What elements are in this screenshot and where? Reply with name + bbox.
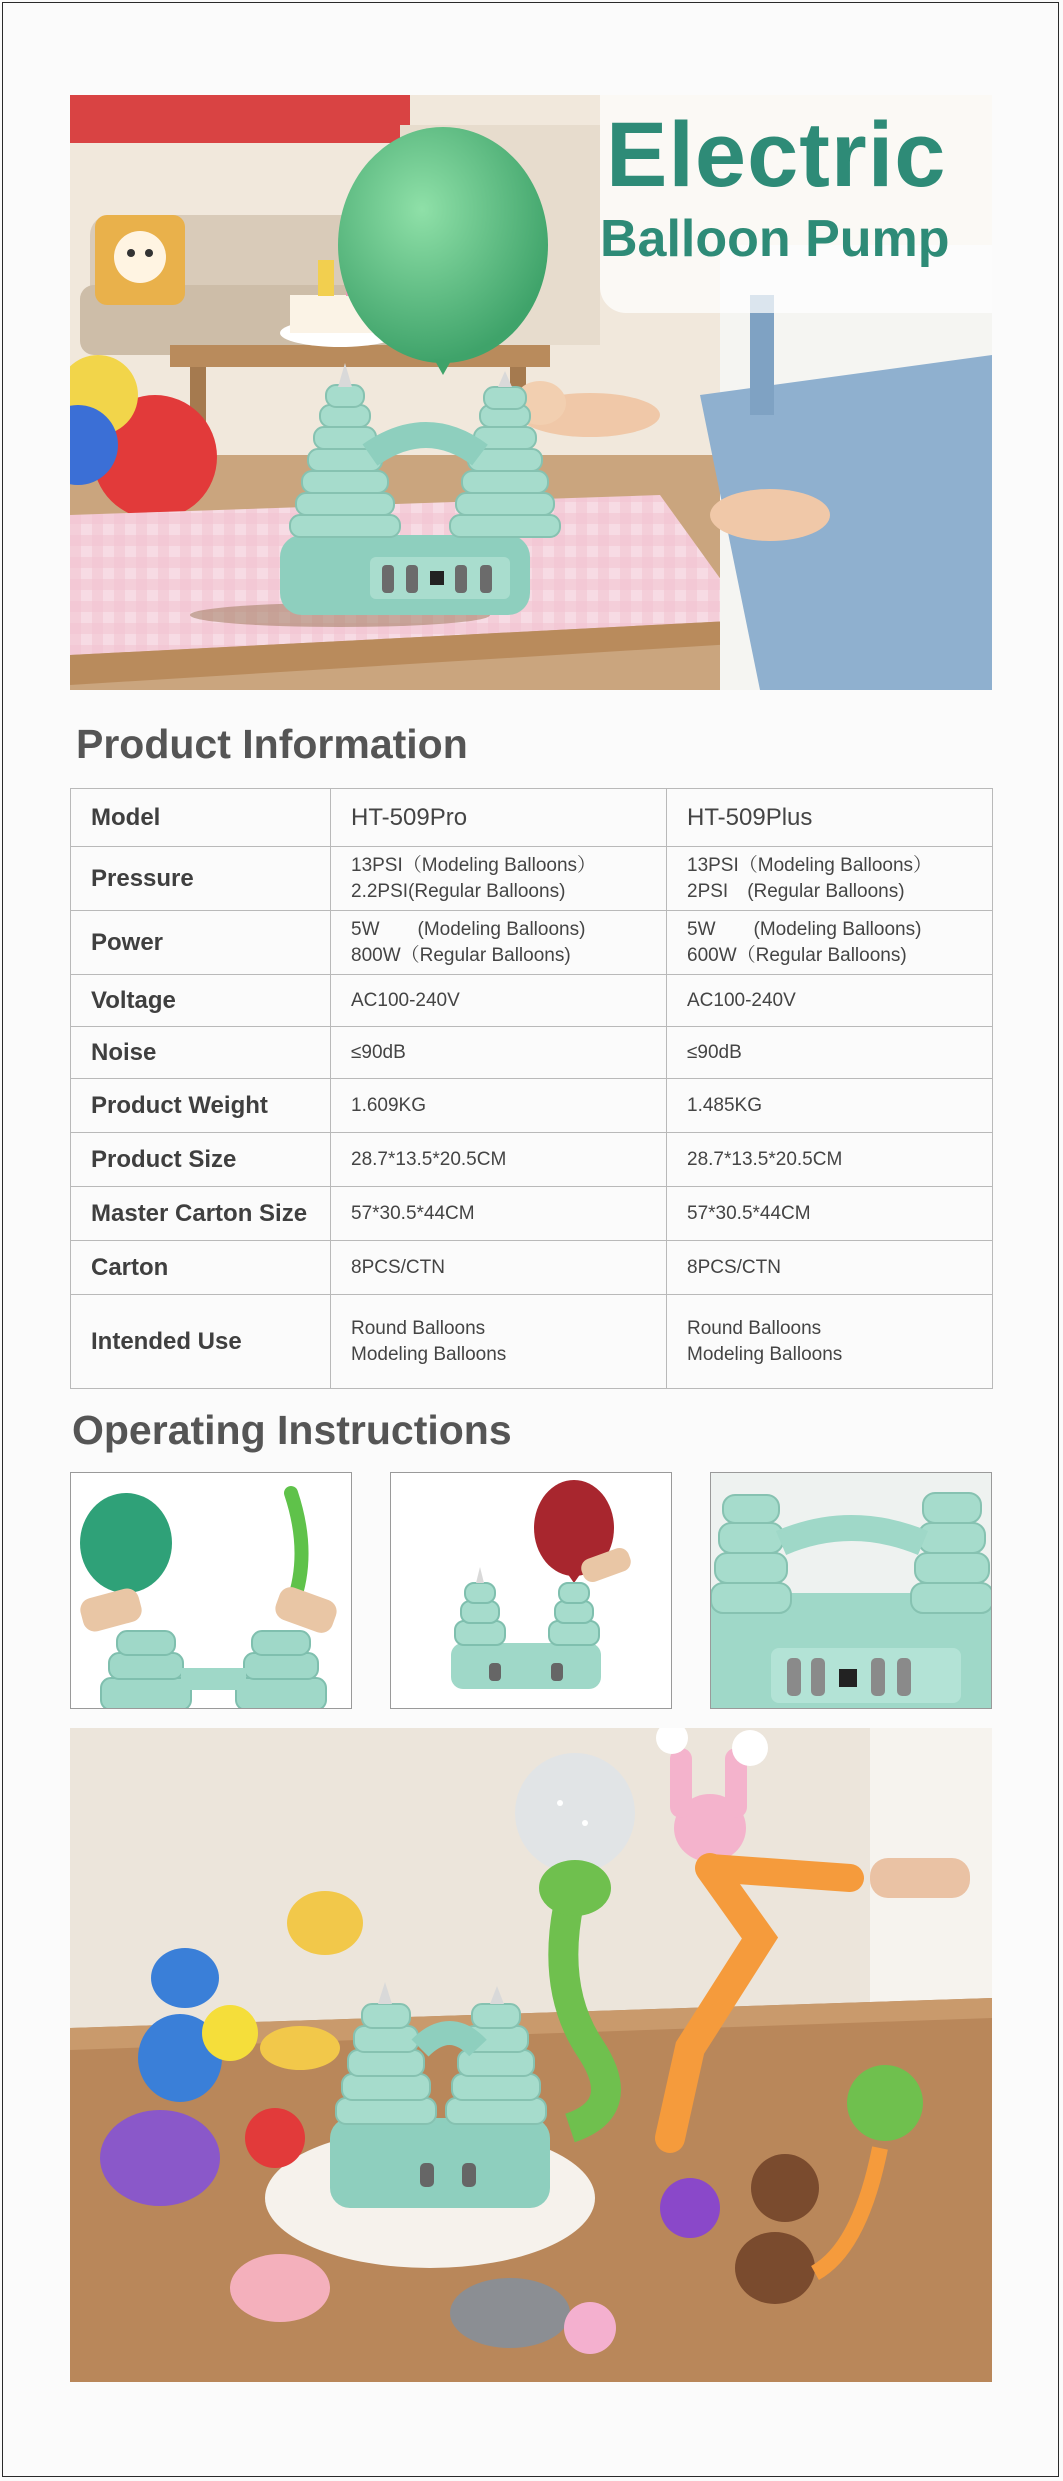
spec-value-line: AC100-240V: [351, 989, 460, 1011]
step-switch-panel-illustration: [711, 1473, 992, 1709]
spec-value-plus: [667, 1079, 993, 1133]
spec-label: Product Weight: [71, 1079, 331, 1133]
spec-value-line: 5W (Modeling Balloons): [351, 918, 586, 940]
spec-value-line: Modeling Balloons: [687, 1343, 843, 1365]
instruction-image-2: [390, 1472, 672, 1709]
spec-row: [71, 847, 993, 911]
spec-value-plus: [667, 789, 993, 847]
spec-value-pro: [331, 789, 667, 847]
spec-value-line: 800W（Regular Balloons): [351, 944, 571, 966]
spec-label: Intended Use: [71, 1295, 331, 1389]
spec-value-line: 13PSI（Modeling Balloons）: [687, 854, 933, 876]
spec-value-line: 28.7*13.5*20.5CM: [687, 1148, 843, 1170]
spec-value-pro: [331, 847, 667, 911]
spec-value-line: HT-509Plus: [687, 803, 813, 831]
operating-instructions-heading: Operating Instructions: [72, 1407, 512, 1453]
step-inflate-round-illustration: [391, 1473, 672, 1709]
lifestyle-image: [70, 1728, 992, 2382]
spec-value-pro: [331, 1187, 667, 1241]
spec-value-line: Round Balloons: [687, 1317, 822, 1339]
spec-value-line: 57*30.5*44CM: [351, 1202, 475, 1224]
spec-value-pro: [331, 1079, 667, 1133]
spec-row: [71, 1079, 993, 1133]
spec-value-pro: [331, 1241, 667, 1295]
spec-value-line: 8PCS/CTN: [351, 1256, 445, 1278]
spec-label: Pressure: [71, 847, 331, 911]
spec-value-line: 600W（Regular Balloons): [687, 944, 907, 966]
spec-value-pro: [331, 975, 667, 1027]
balloon-animals-scene-illustration: [70, 1728, 992, 2382]
spec-value-pro: [331, 1295, 667, 1389]
spec-label: Master Carton Size: [71, 1187, 331, 1241]
product-subtitle: Balloon Pump: [600, 210, 950, 268]
spec-value-line: 1.609KG: [351, 1094, 426, 1116]
product-information-heading: Product Information: [76, 721, 468, 767]
spec-label: Noise: [71, 1027, 331, 1079]
spec-row: [71, 1133, 993, 1187]
spec-value-pro: [331, 1027, 667, 1079]
spec-row: [71, 1187, 993, 1241]
spec-value-pro: [331, 911, 667, 975]
hero-image: [70, 95, 992, 690]
spec-value-line: Round Balloons: [351, 1317, 486, 1339]
spec-value-line: 57*30.5*44CM: [687, 1202, 811, 1224]
spec-value-line: 1.485KG: [687, 1094, 762, 1116]
spec-row: [71, 975, 993, 1027]
spec-row: [71, 789, 993, 847]
spec-value-plus: [667, 1295, 993, 1389]
spec-label: Model: [71, 789, 331, 847]
spec-value-plus: [667, 1133, 993, 1187]
spec-label: Product Size: [71, 1133, 331, 1187]
step-inflate-both-illustration: [71, 1473, 352, 1709]
instruction-image-3: [710, 1472, 992, 1709]
spec-value-plus: [667, 911, 993, 975]
spec-value-line: 8PCS/CTN: [687, 1256, 781, 1278]
spec-value-line: 2.2PSI(Regular Balloons): [351, 880, 566, 902]
spec-label: Carton: [71, 1241, 331, 1295]
spec-value-line: 5W (Modeling Balloons): [687, 918, 922, 940]
spec-value-plus: [667, 847, 993, 911]
spec-row: [71, 1027, 993, 1079]
spec-value-line: HT-509Pro: [351, 803, 468, 831]
spec-value-line: AC100-240V: [687, 989, 796, 1011]
spec-row: [71, 1295, 993, 1389]
title-panel: [600, 95, 992, 313]
spec-value-line: 28.7*13.5*20.5CM: [351, 1148, 507, 1170]
spec-value-line: ≤90dB: [351, 1041, 406, 1063]
instruction-image-1: [70, 1472, 352, 1709]
spec-value-plus: [667, 1027, 993, 1079]
spec-value-line: Modeling Balloons: [351, 1343, 507, 1365]
spec-label: Power: [71, 911, 331, 975]
spec-value-plus: [667, 975, 993, 1027]
spec-row: [71, 1241, 993, 1295]
spec-value-plus: [667, 1187, 993, 1241]
spec-label: Voltage: [71, 975, 331, 1027]
spec-table: [70, 788, 993, 1389]
product-title: Electric: [606, 104, 947, 206]
spec-value-line: 2PSI (Regular Balloons): [687, 880, 905, 902]
spec-value-pro: [331, 1133, 667, 1187]
spec-value-plus: [667, 1241, 993, 1295]
spec-row: [71, 911, 993, 975]
spec-value-line: ≤90dB: [687, 1041, 742, 1063]
spec-value-line: 13PSI（Modeling Balloons）: [351, 854, 597, 876]
